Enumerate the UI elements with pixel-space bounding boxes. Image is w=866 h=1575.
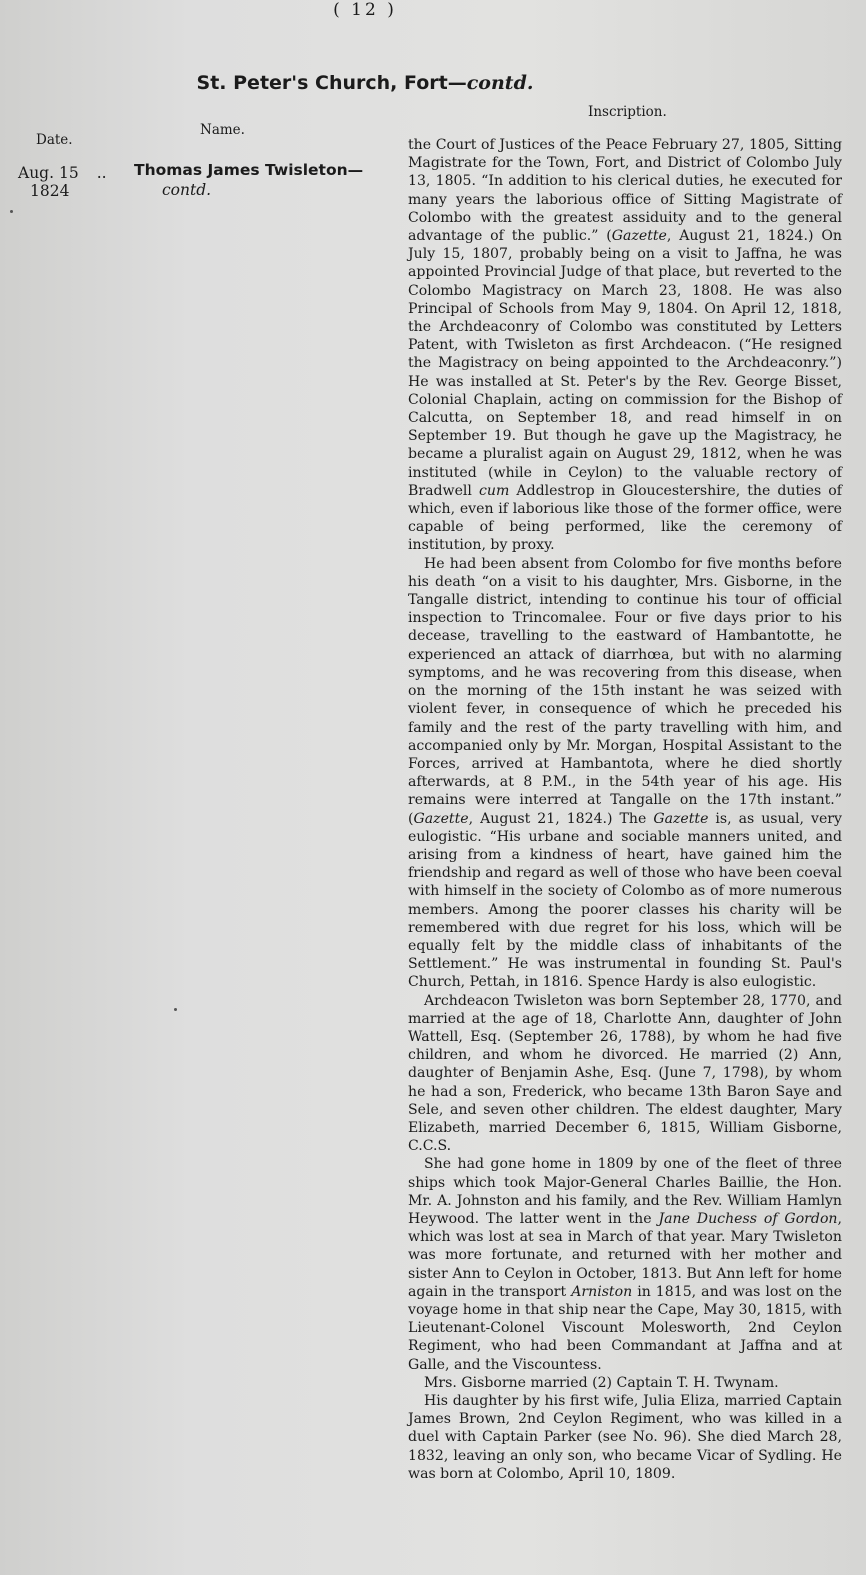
- entry-date-dots: ..: [96, 164, 107, 182]
- print-speck: [10, 210, 13, 213]
- inscription-paragraph: [408, 992, 842, 1156]
- entry-date: [18, 164, 107, 200]
- inscription-paragraph: [408, 136, 842, 555]
- entry-date-year: 1824: [30, 182, 70, 200]
- inscription-italic-run: Arniston: [571, 1283, 633, 1300]
- inscription-italic-run: cum: [479, 482, 510, 499]
- inscription-text-run: , which was lost at sea in March of that year. Mary Twisleton was more fortunate, and returned with her mother and sister Ann to Ceylon in October, 1813. But Ann left for home again in the transport: [408, 1210, 842, 1300]
- inscription-text-run: He had been absent from Colombo for five months before his death “on a visit to his daughter, Mrs. Gisborne, in the Tangalle district, intending to continue his tour of official inspection to Trincomalee. Four or five days prior to his decease, travelling to the eastward of Hambantotte, he experienced an attack of diarrhœa, but with no alarming symptoms, and he was recovering from this disease, when on the morning of the 15th instant he was seized with violent fever, in consequence of which he preceded his family and the rest of the party travelling with him, and accompanied only by Mr. Morgan, Hospital Assistant to the Forces, arrived at Hambantota, where he died shortly afterwards, at 8 P.M., in the 54th year of his age. His remains were interred at Tangalle on the 17th instant.” (: [408, 555, 842, 827]
- inscription-text-run: is, as usual, very eulogistic. “His urbane and sociable manners united, and arising from a kindness of heart, have gained him the friendship and regard as well of those who have been coeval with himself in the society of Colombo as of more numerous members. Among the poorer classes his charity will be remembered with due regret for his loss, which will be equally felt by the middle class of inhabitants of the Settlement.” He was instrumental in founding St. Paul's Church, Pettah, in 1816. Spence Hardy is also eulogistic.: [408, 810, 842, 991]
- entry-date-day: Aug. 15: [18, 164, 79, 182]
- inscription-paragraph: [408, 555, 842, 992]
- heading-main: St. Peter's Church, Fort—: [196, 72, 467, 94]
- page-heading: [0, 72, 730, 94]
- column-header-name: Name.: [200, 122, 245, 138]
- inscription-italic-run: Gazette: [413, 810, 469, 827]
- inscription-text-run: , August 21, 1824.) The: [468, 810, 654, 827]
- inscription-italic-run: Jane Duchess of Gordon: [658, 1210, 838, 1227]
- inscription-text-run: , August 21, 1824.) On July 15, 1807, probably being on a visit to Jaffna, he was appointed Provincial Judge of that place, but reverted to the Colombo Magistracy on March 23, 1808. He was also Principal of Schools from May 9, 1804. On April 12, 1818, the Archdeaconry of Colombo was constituted by Letters Patent, with Twisleton as first Archdeacon. (“He resigned the Magistracy on being appointed to the Archdeaconry.”) He was installed at St. Peter's by the Rev. George Bisset, Colonial Chaplain, acting on commission for the Bishop of Calcutta, on September 18, and read himself in on September 19. But though he gave up the Magistracy, he became a pluralist again on August 29, 1812, when he was instituted (while in Ceylon) to the valuable rectory of Bradwell: [408, 228, 842, 499]
- inscription-paragraph: [408, 1155, 842, 1373]
- inscription-italic-run: Gazette: [611, 228, 667, 245]
- column-header-inscription: Inscription.: [588, 104, 667, 120]
- inscription-text-run: Archdeacon Twisleton was born September 28, 1770, and married at the age of 18, Charlotte Ann, daughter of John Wattell, Esq. (September 26, 1788), by whom he had five children, and whom he divorced. He married (2) Ann, daughter of Benjamin Ashe, Esq. (June 7, 1798), by whom he had a son, Frederick, who became 13th Baron Saye and Sele, and seven other children. The eldest daughter, Mary Elizabeth, married December 6, 1815, William Gisborne, C.C.S.: [408, 992, 842, 1155]
- inscription-paragraph: [408, 1392, 842, 1483]
- inscription-text: [408, 136, 842, 1483]
- inscription-text-run: Mrs. Gisborne married (2) Captain T. H. Twynam.: [424, 1374, 779, 1391]
- inscription-text-run: His daughter by his first wife, Julia Eliza, married Captain James Brown, 2nd Ceylon Regiment, who was killed in a duel with Captain Parker (see No. 96). She died March 28, 1832, leaving an only son, who became Vicar of Sydling. He was born at Colombo, April 10, 1809.: [408, 1393, 842, 1482]
- heading-contd: contd.: [466, 72, 534, 94]
- inscription-italic-run: Gazette: [653, 810, 709, 827]
- page-number: ( 12 ): [333, 0, 397, 20]
- inscription-text-run: Addlestrop in Gloucestershire, the duties of which, even if laborious like those of the former office, were capable of being performed, like the ceremony of institution, by proxy.: [408, 482, 842, 554]
- entry-name-contd: contd.: [162, 181, 212, 199]
- column-header-date: Date.: [36, 132, 73, 148]
- print-speck: [174, 1008, 177, 1011]
- inscription-paragraph: [408, 1374, 842, 1392]
- inscription-text-run: the Court of Justices of the Peace February 27, 1805, Sitting Magistrate for the Town, Fort, and District of Colombo July 13, 1805. “In addition to his clerical duties, he executed for many years the laborious office of Sitting Magistrate of Colombo with the greatest assiduity and to the general advantage of the public.” (: [408, 137, 842, 245]
- entry-name: [134, 160, 363, 200]
- entry-name-text: Thomas James Twisleton—: [134, 161, 364, 179]
- inscription-text-run: She had gone home in 1809 by one of the fleet of three ships which took Major-General Charles Baillie, the Hon. Mr. A. Johnston and his family, and the Rev. William Hamlyn Heywood. The latter went in the: [408, 1156, 842, 1227]
- inscription-text-run: in 1815, and was lost on the voyage home in that ship near the Cape, May 30, 1815, with Lieutenant-Colonel Viscount Molesworth, 2nd Ceylon Regiment, who had been Commandant at Jaffna and at Galle, and the Viscountess.: [408, 1283, 842, 1373]
